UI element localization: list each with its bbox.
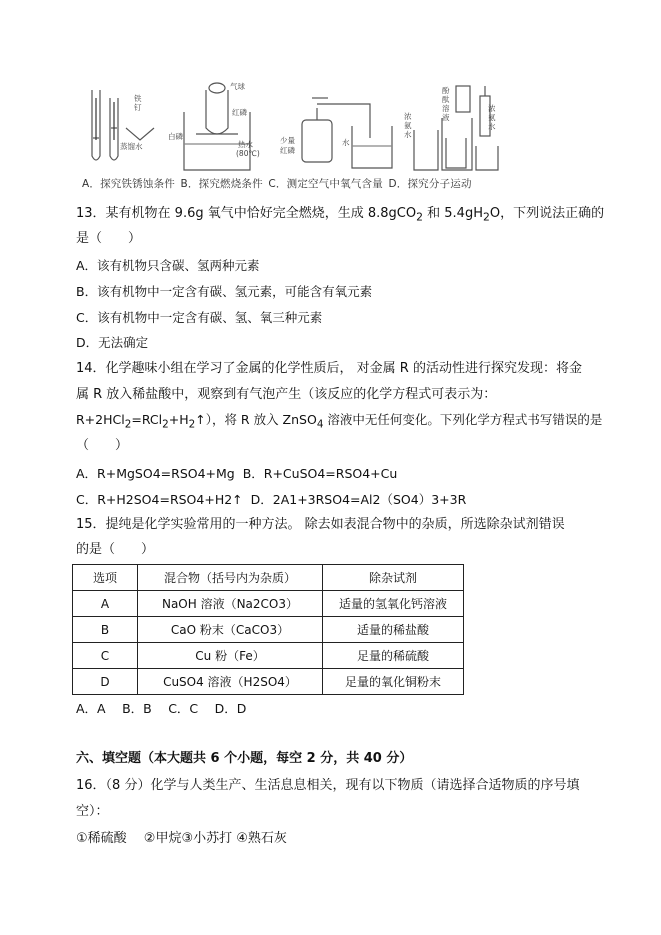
q15-line1: 15．提纯是化学实验常用的一种方法。 除去如表混合物中的杂质，所选除杂试剂错误 [76, 517, 565, 532]
table-cell: 足量的稀硫酸 [323, 643, 464, 669]
q15-answers: A．A B．B C．C D．D [76, 701, 247, 716]
q14-options-ab [76, 465, 397, 483]
table-row [73, 669, 464, 695]
label-small-amount: 少量 [280, 136, 295, 145]
label-balloon: 气球 [230, 82, 245, 91]
label-white-phosphorus: 白磷 [168, 132, 183, 141]
figure-captions [82, 176, 500, 191]
label-red-phosphorus: 红磷 [232, 108, 247, 117]
table-cell: D [73, 669, 138, 695]
table-cell: A [73, 591, 138, 617]
q13-stem-line2: 是（ ） [76, 231, 142, 246]
q14-line1: 14．化学趣味小组在学习了金属的化学性质后， 对金属 R 的活动性进行探究发现：将金 [76, 361, 582, 376]
q15-line2: 的是（ ） [76, 542, 155, 557]
q14-option-b: B．R+CuSO4=RSO4+Cu [242, 466, 398, 481]
q13-stem: 13．某有机物在 9.6g 氧气中恰好完全燃烧，生成 8.8gCO$_2$ 和 $5.4gH_2O$，下列说法正确的 [76, 206, 605, 224]
table-row [73, 591, 464, 617]
label-hot-water: 热水 [238, 140, 253, 149]
q16-line2: 空）： [76, 804, 109, 819]
section-title: 六、填空题（本大题共 6 个小题，每空 2 分，共 40 分） [76, 751, 413, 766]
table-cell: C [73, 643, 138, 669]
label-iron-nail: 铁钉 [134, 94, 142, 112]
label-ammonia-bottle: 浓氨水 [488, 104, 496, 131]
label-water: 水 [342, 138, 350, 147]
caption-a: A．探究铁锈蚀条件 [82, 178, 175, 190]
q14-options-cd [76, 491, 466, 509]
table-cell: NaOH 溶液（Na2CO3） [138, 591, 323, 617]
label-red-phosphorus-c: 红磷 [280, 146, 295, 155]
table-header: 除杂试剂 [323, 565, 464, 591]
table-row [73, 617, 464, 643]
q14-line3: $R+2HCl_2=RCl_2+H_2↑$），将 R 放入 ZnSO$_4$ 溶液中无任何变化。下列化学方程式书写错误的是 [76, 412, 603, 431]
apparatus-illustration [80, 78, 500, 178]
table-cell: 适量的稀盐酸 [323, 617, 464, 643]
experiment-figure [80, 78, 500, 196]
table-cell: 适量的氢氧化钙溶液 [323, 591, 464, 617]
table-cell: 足量的氧化铜粉末 [323, 669, 464, 695]
table-header: 选项 [73, 565, 138, 591]
q13-option-d: D．无法确定 [76, 335, 149, 350]
q13-option-c: C．该有机物中一定含有碳、氢、氧三种元素 [76, 310, 323, 325]
label-phenolphthalein: 酚酞溶液 [442, 86, 450, 122]
caption-d: D．探究分子运动 [388, 178, 472, 190]
q14-line4: （ ） [76, 438, 129, 453]
label-ammonia: 浓氨水 [404, 112, 412, 139]
impurity-table [72, 564, 464, 695]
q14-option-a: A．R+MgSO4=RSO4+Mg [76, 466, 235, 481]
caption-c: C．测定空气中氧气含量 [268, 178, 383, 190]
label-distilled-water: 蒸馏水 [120, 142, 143, 151]
q14-option-c: C．R+H2SO4=RSO4+H2↑ [76, 492, 243, 507]
q16-line1: 16．（8 分）化学与人类生产、生活息息相关，现有以下物质（请选择合适物质的序号填 [76, 778, 580, 793]
caption-b: B．探究燃烧条件 [180, 178, 263, 190]
table-cell: CaO 粉末（CaCO3） [138, 617, 323, 643]
table-cell: Cu 粉（Fe） [138, 643, 323, 669]
table-header-row [73, 565, 464, 591]
table-header: 混合物（括号内为杂质） [138, 565, 323, 591]
q16-substances: ①稀硫酸 ②甲烷③小苏打 ④熟石灰 [76, 831, 287, 846]
q14-line2: 属 R 放入稀盐酸中，观察到有气泡产生（该反应的化学方程式可表示为： [76, 387, 497, 402]
label-temperature: (80℃) [236, 149, 260, 158]
q14-option-d: D．2A1+3RSO4=Al2（SO4）3+3R [250, 492, 467, 507]
q13-option-a: A．该有机物只含碳、氢两种元素 [76, 258, 260, 273]
table-cell: B [73, 617, 138, 643]
table-row [73, 643, 464, 669]
table-cell: CuSO4 溶液（H2SO4） [138, 669, 323, 695]
q13-option-b: B．该有机物中一定含有碳、氢元素，可能含有氧元素 [76, 284, 373, 299]
